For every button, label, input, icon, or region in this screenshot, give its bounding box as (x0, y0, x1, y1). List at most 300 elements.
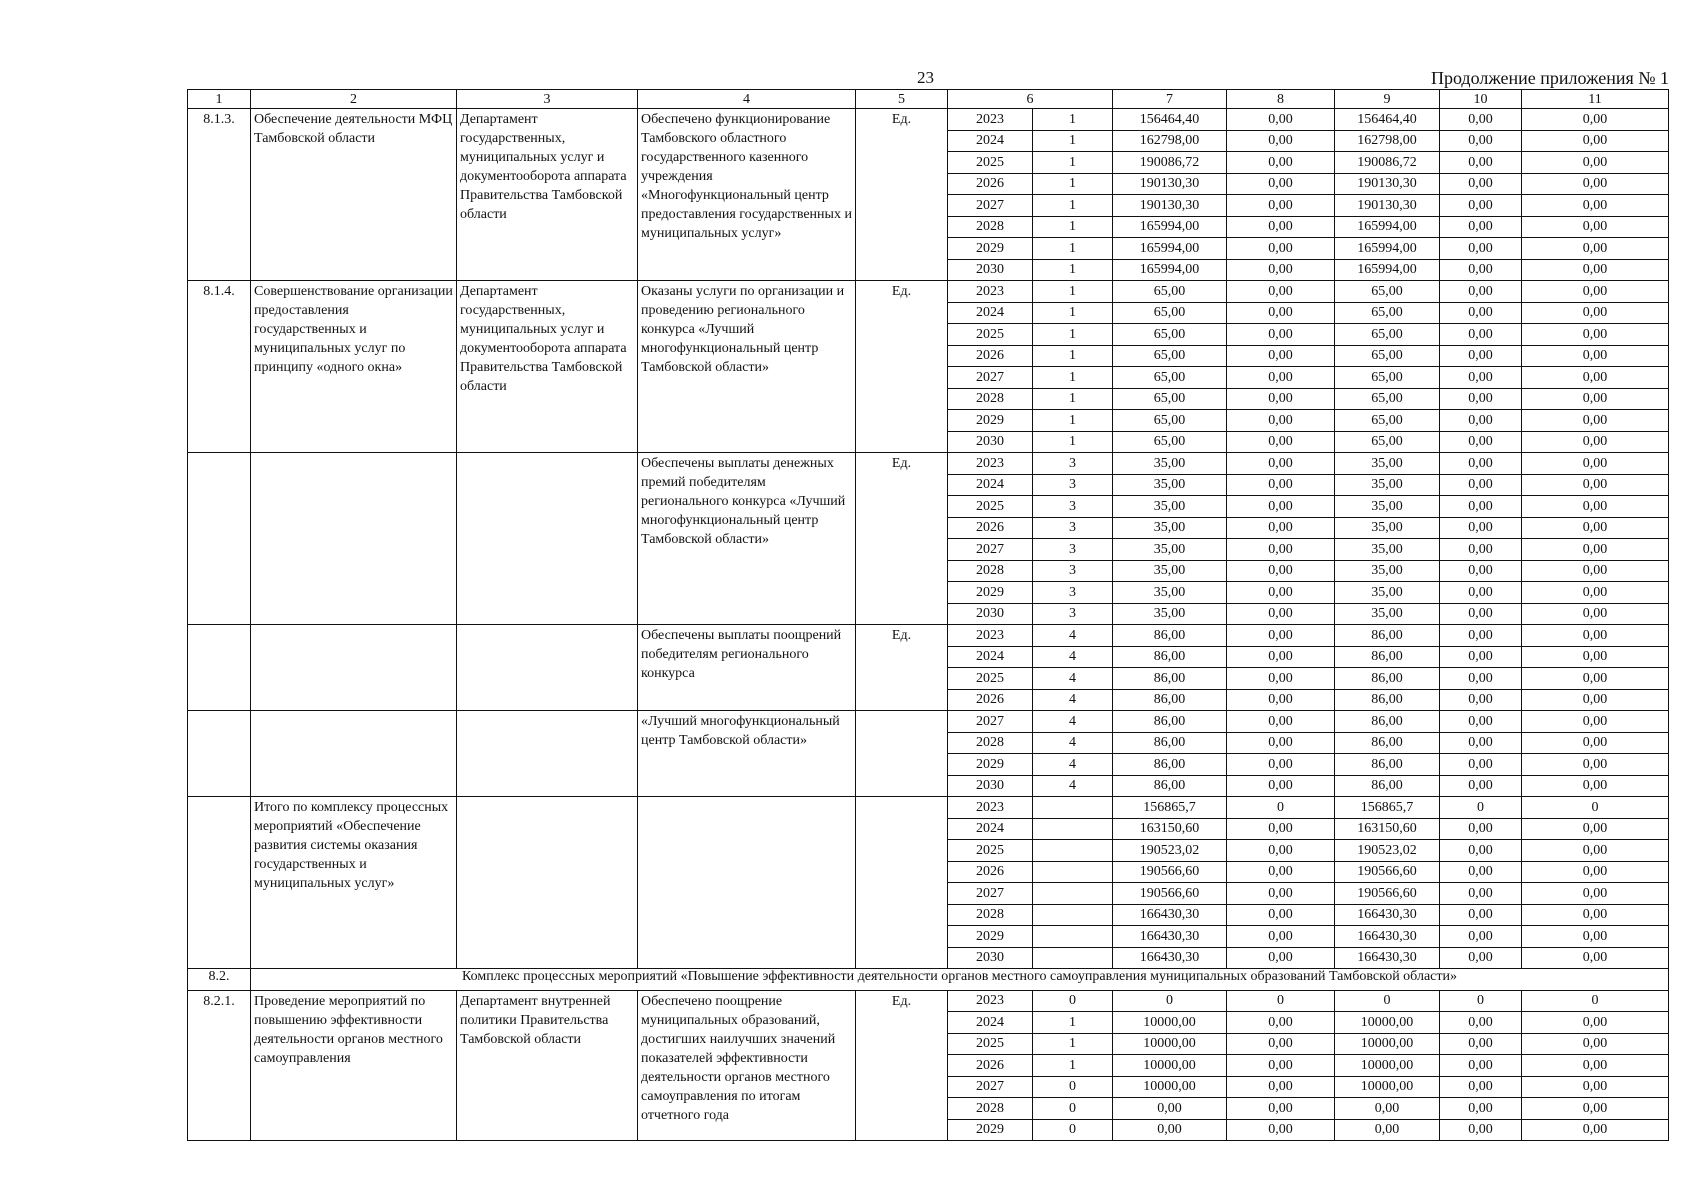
item-code-cell (188, 453, 251, 625)
responsible-department-cell (457, 625, 638, 711)
local-budget-cell: 0,00 (1440, 668, 1522, 690)
local-budget-cell: 0 (1440, 990, 1522, 1012)
extra-budget-cell: 0 (1522, 990, 1669, 1012)
responsible-department-cell: Департамент государственных, муниципальных услуг и документооборота аппарата Правительства Тамбовской области (457, 281, 638, 453)
result-description-cell: «Лучший многофункциональный центр Тамбовской области» (638, 711, 856, 797)
year-cell: 2025 (948, 152, 1033, 174)
indicator-value-cell: 4 (1033, 646, 1113, 668)
local-budget-cell: 0,00 (1440, 474, 1522, 496)
total-amount-cell: 65,00 (1113, 324, 1227, 346)
table-row (188, 109, 1669, 131)
regional-budget-cell: 35,00 (1335, 496, 1440, 518)
regional-budget-cell: 165994,00 (1335, 238, 1440, 260)
extra-budget-cell: 0,00 (1522, 517, 1669, 539)
year-cell: 2023 (948, 797, 1033, 819)
federal-budget-cell: 0,00 (1227, 1012, 1335, 1034)
indicator-value-cell: 1 (1033, 109, 1113, 131)
total-amount-cell: 156464,40 (1113, 109, 1227, 131)
total-amount-cell: 165994,00 (1113, 238, 1227, 260)
federal-budget-cell: 0,00 (1227, 324, 1335, 346)
indicator-value-cell: 4 (1033, 668, 1113, 690)
extra-budget-cell: 0,00 (1522, 152, 1669, 174)
table-row (188, 990, 1669, 1012)
responsible-department-cell (457, 797, 638, 969)
year-cell: 2027 (948, 1076, 1033, 1098)
regional-budget-cell: 162798,00 (1335, 130, 1440, 152)
extra-budget-cell: 0,00 (1522, 496, 1669, 518)
federal-budget-cell: 0,00 (1227, 367, 1335, 389)
activity-name-cell (251, 711, 457, 797)
extra-budget-cell: 0,00 (1522, 431, 1669, 453)
indicator-value-cell: 3 (1033, 474, 1113, 496)
extra-budget-cell: 0 (1522, 797, 1669, 819)
local-budget-cell: 0,00 (1440, 1012, 1522, 1034)
total-amount-cell: 65,00 (1113, 367, 1227, 389)
regional-budget-cell: 65,00 (1335, 431, 1440, 453)
section-code-cell: 8.2. (188, 969, 251, 991)
regional-budget-cell: 190566,60 (1335, 883, 1440, 905)
total-amount-cell: 35,00 (1113, 474, 1227, 496)
year-cell: 2030 (948, 775, 1033, 797)
year-cell: 2028 (948, 904, 1033, 926)
activity-name-cell: Обеспечение деятельности МФЦ Тамбовской области (251, 109, 457, 281)
header-col-5: 5 (856, 90, 948, 109)
indicator-value-cell (1033, 947, 1113, 969)
year-cell: 2030 (948, 431, 1033, 453)
regional-budget-cell: 65,00 (1335, 367, 1440, 389)
local-budget-cell: 0,00 (1440, 539, 1522, 561)
local-budget-cell: 0,00 (1440, 195, 1522, 217)
federal-budget-cell: 0 (1227, 990, 1335, 1012)
year-cell: 2024 (948, 474, 1033, 496)
extra-budget-cell: 0,00 (1522, 818, 1669, 840)
year-cell: 2029 (948, 926, 1033, 948)
local-budget-cell: 0,00 (1440, 603, 1522, 625)
extra-budget-cell: 0,00 (1522, 625, 1669, 647)
regional-budget-cell: 165994,00 (1335, 216, 1440, 238)
local-budget-cell: 0,00 (1440, 302, 1522, 324)
unit-cell: Ед. (856, 990, 948, 1141)
regional-budget-cell: 190130,30 (1335, 173, 1440, 195)
federal-budget-cell: 0,00 (1227, 173, 1335, 195)
regional-budget-cell: 163150,60 (1335, 818, 1440, 840)
local-budget-cell: 0,00 (1440, 173, 1522, 195)
indicator-value-cell: 1 (1033, 1033, 1113, 1055)
extra-budget-cell: 0,00 (1522, 367, 1669, 389)
year-cell: 2023 (948, 625, 1033, 647)
year-cell: 2027 (948, 883, 1033, 905)
regional-budget-cell: 0 (1335, 990, 1440, 1012)
local-budget-cell: 0,00 (1440, 130, 1522, 152)
total-amount-cell: 65,00 (1113, 345, 1227, 367)
regional-budget-cell: 35,00 (1335, 453, 1440, 475)
local-budget-cell: 0,00 (1440, 840, 1522, 862)
total-amount-cell: 190523,02 (1113, 840, 1227, 862)
year-cell: 2028 (948, 1098, 1033, 1120)
extra-budget-cell: 0,00 (1522, 173, 1669, 195)
federal-budget-cell: 0,00 (1227, 840, 1335, 862)
table-row (188, 281, 1669, 303)
federal-budget-cell: 0,00 (1227, 625, 1335, 647)
indicator-value-cell: 4 (1033, 711, 1113, 733)
unit-cell: Ед. (856, 281, 948, 453)
total-amount-cell: 35,00 (1113, 582, 1227, 604)
total-amount-cell: 165994,00 (1113, 259, 1227, 281)
total-amount-cell: 35,00 (1113, 539, 1227, 561)
table-row (188, 711, 1669, 733)
indicator-value-cell: 1 (1033, 173, 1113, 195)
local-budget-cell: 0,00 (1440, 324, 1522, 346)
year-cell: 2029 (948, 1119, 1033, 1141)
indicator-value-cell: 4 (1033, 754, 1113, 776)
program-activities-table (187, 89, 1669, 1141)
indicator-value-cell: 1 (1033, 238, 1113, 260)
responsible-department-cell: Департамент государственных, муниципальных услуг и документооборота аппарата Правительства Тамбовской области (457, 109, 638, 281)
total-amount-cell: 35,00 (1113, 603, 1227, 625)
result-description-cell: Оказаны услуги по организации и проведению регионального конкурса «Лучший многофункциональный центр Тамбовской области» (638, 281, 856, 453)
total-amount-cell: 190566,60 (1113, 861, 1227, 883)
local-budget-cell: 0,00 (1440, 625, 1522, 647)
local-budget-cell: 0,00 (1440, 517, 1522, 539)
regional-budget-cell: 165994,00 (1335, 259, 1440, 281)
indicator-value-cell: 0 (1033, 1119, 1113, 1141)
extra-budget-cell: 0,00 (1522, 883, 1669, 905)
item-code-cell (188, 625, 251, 711)
total-amount-cell: 10000,00 (1113, 1076, 1227, 1098)
regional-budget-cell: 35,00 (1335, 560, 1440, 582)
federal-budget-cell: 0,00 (1227, 517, 1335, 539)
extra-budget-cell: 0,00 (1522, 689, 1669, 711)
extra-budget-cell: 0,00 (1522, 259, 1669, 281)
indicator-value-cell: 4 (1033, 775, 1113, 797)
extra-budget-cell: 0,00 (1522, 410, 1669, 432)
indicator-value-cell (1033, 840, 1113, 862)
federal-budget-cell: 0,00 (1227, 1033, 1335, 1055)
federal-budget-cell: 0,00 (1227, 1076, 1335, 1098)
total-amount-cell: 86,00 (1113, 668, 1227, 690)
total-amount-cell: 156865,7 (1113, 797, 1227, 819)
total-amount-cell: 35,00 (1113, 517, 1227, 539)
federal-budget-cell: 0,00 (1227, 668, 1335, 690)
indicator-value-cell: 1 (1033, 259, 1113, 281)
table-row (188, 453, 1669, 475)
regional-budget-cell: 0,00 (1335, 1119, 1440, 1141)
local-budget-cell: 0,00 (1440, 1055, 1522, 1077)
local-budget-cell: 0,00 (1440, 560, 1522, 582)
header-col-9: 9 (1335, 90, 1440, 109)
total-amount-cell: 0,00 (1113, 1119, 1227, 1141)
extra-budget-cell: 0,00 (1522, 582, 1669, 604)
year-cell: 2024 (948, 818, 1033, 840)
result-description-cell: Обеспечены выплаты поощрений победителям регионального конкурса (638, 625, 856, 711)
extra-budget-cell: 0,00 (1522, 1119, 1669, 1141)
local-budget-cell: 0,00 (1440, 689, 1522, 711)
federal-budget-cell: 0,00 (1227, 496, 1335, 518)
year-cell: 2027 (948, 539, 1033, 561)
indicator-value-cell: 3 (1033, 539, 1113, 561)
total-amount-cell: 10000,00 (1113, 1012, 1227, 1034)
local-budget-cell: 0,00 (1440, 152, 1522, 174)
local-budget-cell: 0,00 (1440, 775, 1522, 797)
indicator-value-cell: 3 (1033, 603, 1113, 625)
table-row (188, 797, 1669, 819)
total-amount-cell: 35,00 (1113, 560, 1227, 582)
local-budget-cell: 0,00 (1440, 582, 1522, 604)
year-cell: 2028 (948, 216, 1033, 238)
regional-budget-cell: 35,00 (1335, 603, 1440, 625)
section-title-cell: Комплекс процессных мероприятий «Повышение эффективности деятельности органов местного самоуправления муниципальных образований Тамбовской области» (251, 969, 1669, 991)
federal-budget-cell: 0,00 (1227, 345, 1335, 367)
total-amount-cell: 0,00 (1113, 1098, 1227, 1120)
extra-budget-cell: 0,00 (1522, 388, 1669, 410)
indicator-value-cell (1033, 861, 1113, 883)
header-col-1: 1 (188, 90, 251, 109)
federal-budget-cell: 0,00 (1227, 302, 1335, 324)
local-budget-cell: 0 (1440, 797, 1522, 819)
year-cell: 2028 (948, 388, 1033, 410)
page-number: 23 (917, 68, 934, 87)
regional-budget-cell: 65,00 (1335, 410, 1440, 432)
indicator-value-cell: 0 (1033, 1098, 1113, 1120)
extra-budget-cell: 0,00 (1522, 668, 1669, 690)
year-cell: 2026 (948, 689, 1033, 711)
indicator-value-cell: 3 (1033, 517, 1113, 539)
extra-budget-cell: 0,00 (1522, 926, 1669, 948)
regional-budget-cell: 86,00 (1335, 711, 1440, 733)
total-amount-cell: 166430,30 (1113, 904, 1227, 926)
federal-budget-cell: 0,00 (1227, 582, 1335, 604)
indicator-value-cell: 1 (1033, 195, 1113, 217)
year-cell: 2028 (948, 560, 1033, 582)
indicator-value-cell: 1 (1033, 130, 1113, 152)
total-amount-cell: 190130,30 (1113, 195, 1227, 217)
local-budget-cell: 0,00 (1440, 216, 1522, 238)
local-budget-cell: 0,00 (1440, 259, 1522, 281)
total-amount-cell: 65,00 (1113, 388, 1227, 410)
federal-budget-cell: 0,00 (1227, 861, 1335, 883)
regional-budget-cell: 35,00 (1335, 517, 1440, 539)
extra-budget-cell: 0,00 (1522, 474, 1669, 496)
total-amount-cell: 190086,72 (1113, 152, 1227, 174)
year-cell: 2030 (948, 603, 1033, 625)
extra-budget-cell: 0,00 (1522, 539, 1669, 561)
header-col-6: 6 (948, 90, 1113, 109)
header-col-10: 10 (1440, 90, 1522, 109)
indicator-value-cell (1033, 818, 1113, 840)
regional-budget-cell: 35,00 (1335, 474, 1440, 496)
regional-budget-cell: 10000,00 (1335, 1033, 1440, 1055)
total-amount-cell: 0 (1113, 990, 1227, 1012)
activity-name-cell: Совершенствование организации предоставления государственных и муниципальных услуг по принципу «одного окна» (251, 281, 457, 453)
local-budget-cell: 0,00 (1440, 453, 1522, 475)
local-budget-cell: 0,00 (1440, 883, 1522, 905)
federal-budget-cell: 0,00 (1227, 195, 1335, 217)
extra-budget-cell: 0,00 (1522, 1055, 1669, 1077)
federal-budget-cell: 0,00 (1227, 904, 1335, 926)
header-col-2: 2 (251, 90, 457, 109)
year-cell: 2024 (948, 1012, 1033, 1034)
regional-budget-cell: 86,00 (1335, 775, 1440, 797)
federal-budget-cell: 0,00 (1227, 646, 1335, 668)
unit-cell: Ед. (856, 453, 948, 625)
federal-budget-cell: 0,00 (1227, 410, 1335, 432)
regional-budget-cell: 86,00 (1335, 689, 1440, 711)
extra-budget-cell: 0,00 (1522, 324, 1669, 346)
indicator-value-cell: 1 (1033, 367, 1113, 389)
federal-budget-cell: 0,00 (1227, 1055, 1335, 1077)
year-cell: 2025 (948, 840, 1033, 862)
local-budget-cell: 0,00 (1440, 1033, 1522, 1055)
result-description-cell: Обеспечено поощрение муниципальных образований, достигших наилучших значений показателей эффективности деятельности органов местного самоуправления по итогам отчетного года (638, 990, 856, 1141)
local-budget-cell: 0,00 (1440, 818, 1522, 840)
federal-budget-cell: 0,00 (1227, 109, 1335, 131)
local-budget-cell: 0,00 (1440, 410, 1522, 432)
activity-name-cell (251, 453, 457, 625)
indicator-value-cell: 1 (1033, 345, 1113, 367)
regional-budget-cell: 190566,60 (1335, 861, 1440, 883)
regional-budget-cell: 86,00 (1335, 668, 1440, 690)
year-cell: 2030 (948, 947, 1033, 969)
year-cell: 2023 (948, 109, 1033, 131)
federal-budget-cell: 0,00 (1227, 281, 1335, 303)
regional-budget-cell: 156865,7 (1335, 797, 1440, 819)
unit-cell: Ед. (856, 109, 948, 281)
indicator-value-cell: 1 (1033, 152, 1113, 174)
extra-budget-cell: 0,00 (1522, 130, 1669, 152)
header-col-3: 3 (457, 90, 638, 109)
unit-cell: Ед. (856, 625, 948, 711)
year-cell: 2028 (948, 732, 1033, 754)
extra-budget-cell: 0,00 (1522, 281, 1669, 303)
total-amount-cell: 163150,60 (1113, 818, 1227, 840)
total-amount-cell: 65,00 (1113, 281, 1227, 303)
local-budget-cell: 0,00 (1440, 926, 1522, 948)
federal-budget-cell: 0,00 (1227, 259, 1335, 281)
indicator-value-cell (1033, 926, 1113, 948)
extra-budget-cell: 0,00 (1522, 754, 1669, 776)
total-amount-cell: 86,00 (1113, 646, 1227, 668)
regional-budget-cell: 86,00 (1335, 732, 1440, 754)
year-cell: 2025 (948, 668, 1033, 690)
total-amount-cell: 165994,00 (1113, 216, 1227, 238)
federal-budget-cell: 0,00 (1227, 818, 1335, 840)
result-description-cell: Обеспечено функционирование Тамбовского областного государственного казенного учреждения «Многофункциональный центр предоставления государственных и муниципальных услуг» (638, 109, 856, 281)
extra-budget-cell: 0,00 (1522, 302, 1669, 324)
result-description-cell: Обеспечены выплаты денежных премий победителям регионального конкурса «Лучший многофункциональный центр Тамбовской области» (638, 453, 856, 625)
local-budget-cell: 0,00 (1440, 711, 1522, 733)
federal-budget-cell: 0 (1227, 797, 1335, 819)
federal-budget-cell: 0,00 (1227, 754, 1335, 776)
regional-budget-cell: 35,00 (1335, 582, 1440, 604)
regional-budget-cell: 166430,30 (1335, 947, 1440, 969)
local-budget-cell: 0,00 (1440, 646, 1522, 668)
table-row (188, 625, 1669, 647)
section-heading-row (188, 969, 1669, 991)
local-budget-cell: 0,00 (1440, 281, 1522, 303)
regional-budget-cell: 86,00 (1335, 625, 1440, 647)
responsible-department-cell: Департамент внутренней политики Правительства Тамбовской области (457, 990, 638, 1141)
year-cell: 2027 (948, 195, 1033, 217)
total-amount-cell: 65,00 (1113, 431, 1227, 453)
indicator-value-cell: 1 (1033, 1012, 1113, 1034)
regional-budget-cell: 65,00 (1335, 345, 1440, 367)
year-cell: 2029 (948, 238, 1033, 260)
year-cell: 2025 (948, 324, 1033, 346)
federal-budget-cell: 0,00 (1227, 431, 1335, 453)
local-budget-cell: 0,00 (1440, 947, 1522, 969)
extra-budget-cell: 0,00 (1522, 861, 1669, 883)
year-cell: 2026 (948, 517, 1033, 539)
federal-budget-cell: 0,00 (1227, 947, 1335, 969)
indicator-value-cell: 1 (1033, 216, 1113, 238)
year-cell: 2024 (948, 130, 1033, 152)
local-budget-cell: 0,00 (1440, 1098, 1522, 1120)
total-amount-cell: 65,00 (1113, 302, 1227, 324)
total-amount-cell: 86,00 (1113, 775, 1227, 797)
year-cell: 2026 (948, 861, 1033, 883)
year-cell: 2023 (948, 990, 1033, 1012)
local-budget-cell: 0,00 (1440, 431, 1522, 453)
indicator-value-cell: 1 (1033, 324, 1113, 346)
regional-budget-cell: 35,00 (1335, 539, 1440, 561)
local-budget-cell: 0,00 (1440, 861, 1522, 883)
header-col-7: 7 (1113, 90, 1227, 109)
total-amount-cell: 190130,30 (1113, 173, 1227, 195)
total-amount-cell: 166430,30 (1113, 926, 1227, 948)
year-cell: 2024 (948, 646, 1033, 668)
federal-budget-cell: 0,00 (1227, 1098, 1335, 1120)
indicator-value-cell: 3 (1033, 453, 1113, 475)
item-code-cell (188, 711, 251, 797)
indicator-value-cell: 1 (1033, 388, 1113, 410)
unit-cell (856, 711, 948, 797)
total-amount-cell: 86,00 (1113, 732, 1227, 754)
extra-budget-cell: 0,00 (1522, 1012, 1669, 1034)
regional-budget-cell: 190130,30 (1335, 195, 1440, 217)
extra-budget-cell: 0,00 (1522, 904, 1669, 926)
indicator-value-cell: 3 (1033, 560, 1113, 582)
federal-budget-cell: 0,00 (1227, 216, 1335, 238)
indicator-value-cell: 1 (1033, 302, 1113, 324)
header-col-11: 11 (1522, 90, 1669, 109)
regional-budget-cell: 190523,02 (1335, 840, 1440, 862)
federal-budget-cell: 0,00 (1227, 732, 1335, 754)
indicator-value-cell: 1 (1033, 410, 1113, 432)
federal-budget-cell: 0,00 (1227, 689, 1335, 711)
total-amount-cell: 162798,00 (1113, 130, 1227, 152)
local-budget-cell: 0,00 (1440, 496, 1522, 518)
appendix-continuation-title: Продолжение приложения № 1 (1430, 68, 1669, 88)
regional-budget-cell: 166430,30 (1335, 904, 1440, 926)
total-amount-cell: 86,00 (1113, 689, 1227, 711)
indicator-value-cell: 1 (1033, 281, 1113, 303)
federal-budget-cell: 0,00 (1227, 603, 1335, 625)
local-budget-cell: 0,00 (1440, 732, 1522, 754)
item-code-cell: 8.1.4. (188, 281, 251, 453)
regional-budget-cell: 10000,00 (1335, 1076, 1440, 1098)
extra-budget-cell: 0,00 (1522, 560, 1669, 582)
year-cell: 2024 (948, 302, 1033, 324)
regional-budget-cell: 65,00 (1335, 388, 1440, 410)
regional-budget-cell: 10000,00 (1335, 1012, 1440, 1034)
regional-budget-cell: 190086,72 (1335, 152, 1440, 174)
federal-budget-cell: 0,00 (1227, 775, 1335, 797)
regional-budget-cell: 86,00 (1335, 646, 1440, 668)
federal-budget-cell: 0,00 (1227, 388, 1335, 410)
regional-budget-cell: 65,00 (1335, 281, 1440, 303)
indicator-value-cell: 4 (1033, 689, 1113, 711)
extra-budget-cell: 0,00 (1522, 603, 1669, 625)
